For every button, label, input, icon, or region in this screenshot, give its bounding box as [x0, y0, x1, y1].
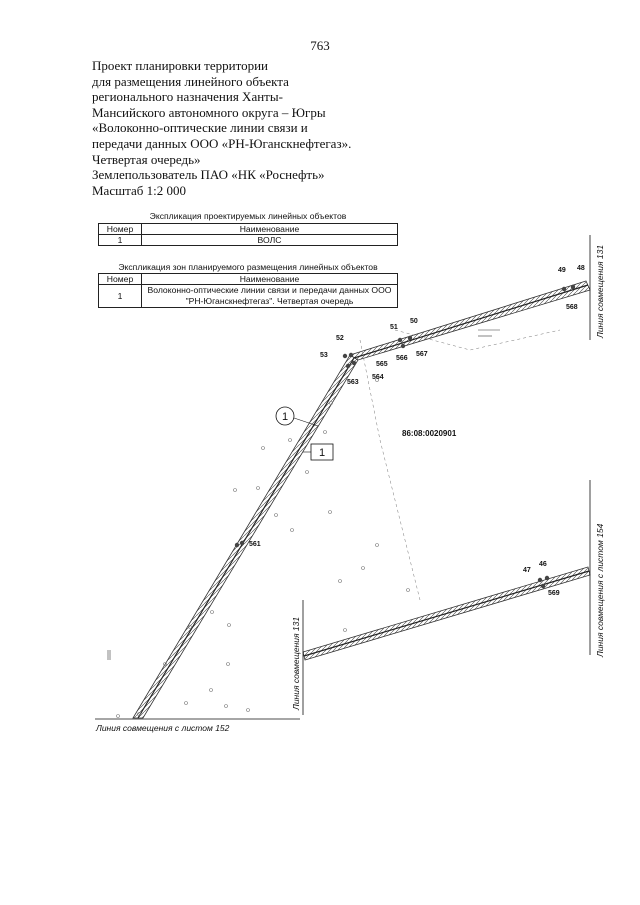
- table2-cell: Волоконно-оптические линии связи и передачи данных ООО "РН-Юганскнефтегаз". Четвертая очередь: [142, 285, 398, 308]
- point-label: 566: [396, 355, 408, 362]
- table2-caption: Экспликация зон планируемого размещения линейных объектов: [118, 262, 378, 272]
- table2-header-name: Наименование: [142, 274, 398, 285]
- title-line: Мансийского автономного округа – Югры: [92, 104, 326, 120]
- point-label: 567: [416, 351, 428, 358]
- sheet-line-label-middle: Линия совмещения 131: [291, 616, 301, 710]
- table1-caption: Экспликация проектируемых линейных объектов: [149, 211, 347, 221]
- title-line: «Волоконно-оптические линии связи и: [92, 120, 308, 136]
- point-label: 47: [523, 567, 531, 574]
- point-label: 46: [539, 561, 547, 568]
- title-line: Землепользователь ПАО «НК «Роснефть»: [92, 167, 325, 183]
- point-label: 565: [376, 361, 388, 368]
- table1-header-number: Номер: [99, 224, 142, 235]
- point-label: 569: [548, 590, 560, 597]
- title-line: Масштаб 1:2 000: [92, 182, 186, 198]
- title-line: регионального назначения Ханты-: [92, 89, 283, 105]
- title-line: для размещения линейного объекта: [92, 73, 289, 89]
- callout-box-label: 1: [318, 447, 326, 459]
- title-line: передачи данных ООО «РН-Юганскнефтегаз».: [92, 135, 352, 151]
- point-label: 52: [336, 335, 344, 342]
- point-label: 48: [577, 265, 585, 272]
- map-points: [117, 379, 410, 718]
- table1-cell: 1: [99, 235, 142, 246]
- point-label: 561: [249, 541, 261, 548]
- parcel-number: 86:08:0020901: [402, 429, 457, 438]
- point-label: 49: [558, 267, 566, 274]
- point-label: 564: [372, 374, 384, 381]
- point-label: 51: [390, 324, 398, 331]
- table1-cell: ВОЛС: [142, 235, 398, 246]
- table1-header-name: Наименование: [142, 224, 398, 235]
- sheet-line-label-right-top: Линия совмещения 131: [595, 244, 605, 338]
- sheet-line-label-bottom: Линия совмещения с листом 152: [96, 723, 230, 733]
- point-label: 53: [320, 352, 328, 359]
- title-line: Четвертая очередь»: [92, 151, 201, 167]
- parcel-boundaries: [360, 330, 560, 600]
- cable-corridor-secondary: [303, 567, 590, 660]
- point-label: 563: [347, 379, 359, 386]
- callout-box: [303, 444, 333, 460]
- title-line: Проект планировки территории: [92, 58, 269, 73]
- point-label: 50: [410, 318, 418, 325]
- sheet-line-label-right-bottom: Линия совмещения с листом 154: [595, 523, 605, 657]
- callout-circle-label: 1: [281, 411, 289, 423]
- table2-cell: 1: [99, 285, 142, 308]
- point-label: 568: [566, 304, 578, 311]
- page-number: 763: [310, 38, 330, 53]
- table2-header-number: Номер: [99, 274, 142, 285]
